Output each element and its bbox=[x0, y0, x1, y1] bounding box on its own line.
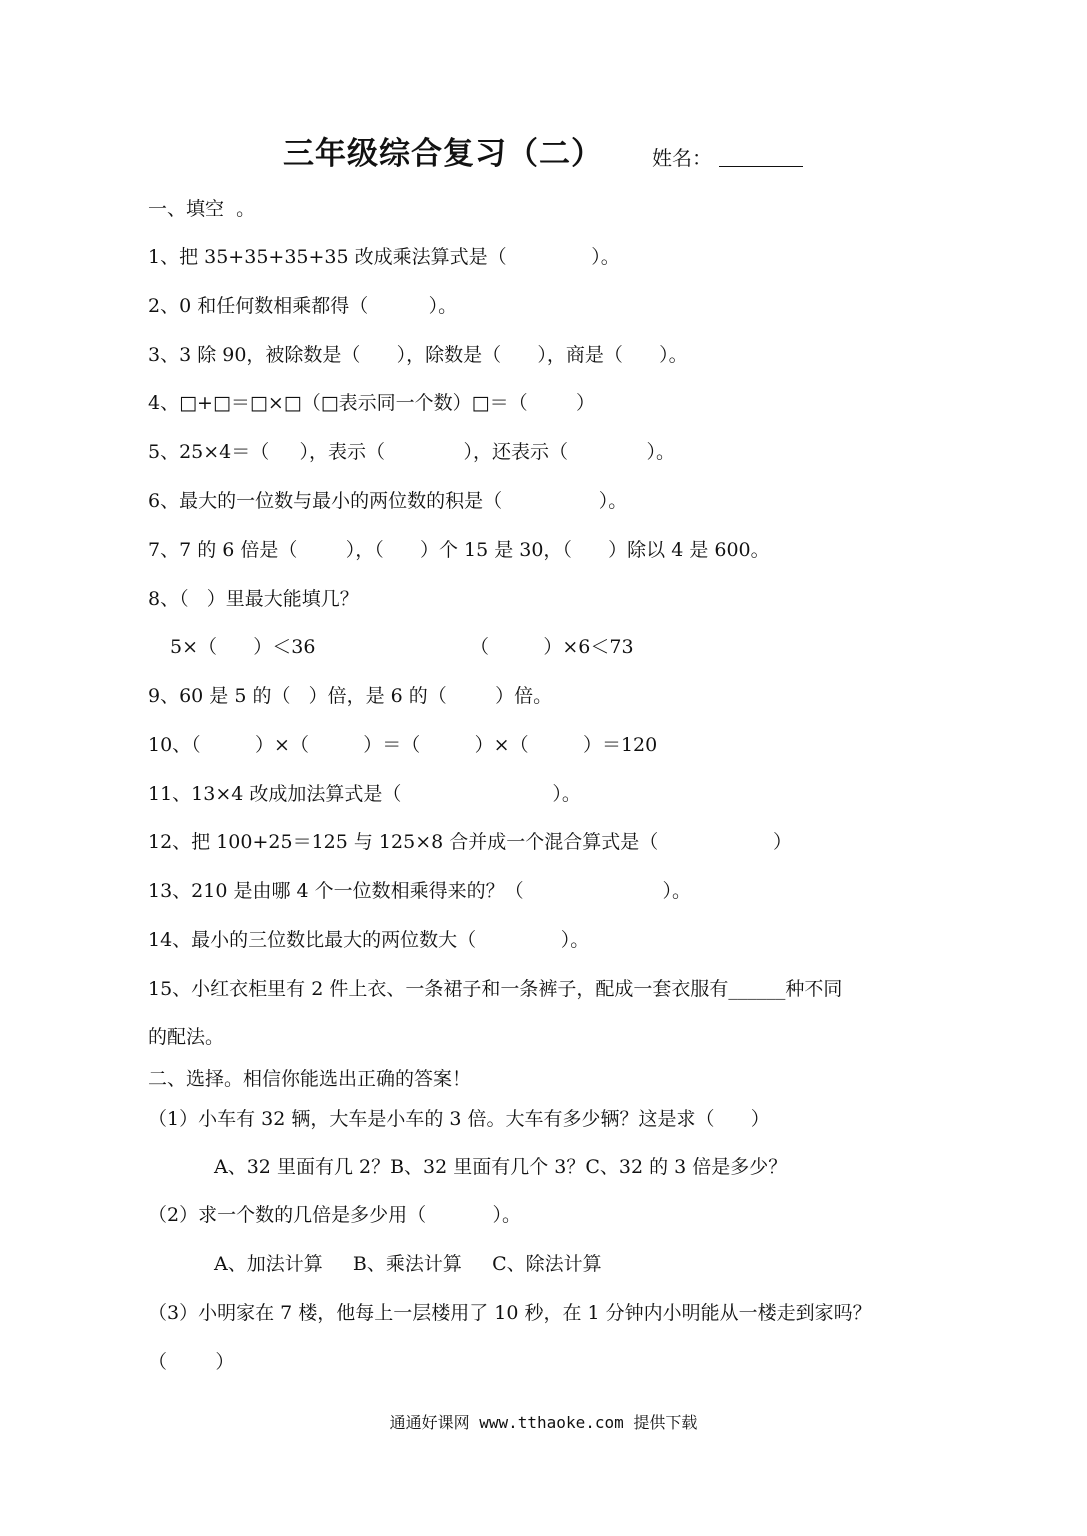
question-8: 8、（ ）里最大能填几？ bbox=[148, 588, 359, 610]
footer-source: 通通好课网 www.tthaoke.com 提供下载 bbox=[389, 1413, 698, 1432]
choice-2-options: A、加法计算 B、乘法计算 C、除法计算 bbox=[214, 1253, 602, 1275]
question-8a: 5×（ ）＜36 bbox=[170, 636, 316, 658]
question-15: 15、小红衣柜里有 2 件上衣、一条裙子和一条裤子，配成一套衣服有______种不同 bbox=[148, 978, 843, 1000]
question-7: 7、7 的 6 倍是（ ），（ ）个 15 是 30，（ ）除以 4 是 600。 bbox=[148, 539, 770, 561]
question-6: 6、最大的一位数与最小的两位数的积是（ ）。 bbox=[148, 490, 628, 512]
question-3: 3、3 除 90，被除数是（ ），除数是（ ），商是（ ）。 bbox=[148, 344, 688, 366]
question-4: 4、□+□＝□×□（□表示同一个数）□＝（ ） bbox=[148, 392, 595, 414]
choice-2: （2）求一个数的几倍是多少用（ ）。 bbox=[148, 1204, 522, 1226]
question-14: 14、最小的三位数比最大的两位数大（ ）。 bbox=[148, 929, 590, 951]
choice-1-options: A、32 里面有几 2？B、32 里面有几个 3？C、32 的 3 倍是多少？ bbox=[214, 1156, 788, 1178]
name-blank-line bbox=[719, 166, 803, 167]
question-9: 9、60 是 5 的（ ）倍，是 6 的（ ）倍。 bbox=[148, 685, 553, 707]
choice-3-answer: （ ） bbox=[148, 1351, 235, 1373]
question-11: 11、13×4 改成加法算式是（ ）。 bbox=[148, 783, 581, 805]
question-2: 2、0 和任何数相乘都得（ ）。 bbox=[148, 295, 458, 317]
name-label: 姓名： bbox=[652, 146, 712, 170]
question-13: 13、210 是由哪 4 个一位数相乘得来的？（ ）。 bbox=[148, 880, 692, 902]
choice-1: （1）小车有 32 辆，大车是小车的 3 倍。大车有多少辆？这是求（ ） bbox=[148, 1108, 770, 1130]
section-choice-heading: 二、选择。相信你能选出正确的答案！ bbox=[148, 1068, 472, 1090]
question-12: 12、把 100+25＝125 与 125×8 合并成一个混合算式是（ ） bbox=[148, 831, 792, 853]
question-1: 1、把 35+35+35+35 改成乘法算式是（ ）。 bbox=[148, 246, 620, 268]
page-title: 三年级综合复习（二） bbox=[283, 136, 603, 172]
question-8b: （ ）×6＜73 bbox=[470, 636, 634, 658]
question-5: 5、25×4＝（ ），表示（ ），还表示（ ）。 bbox=[148, 441, 676, 463]
section-fill-heading: 一、填空 。 bbox=[148, 198, 256, 220]
question-15-continued: 的配法。 bbox=[148, 1026, 225, 1048]
question-10: 10、（ ）×（ ）＝（ ）×（ ）＝120 bbox=[148, 734, 658, 756]
title-row bbox=[0, 128, 1087, 178]
choice-3: （3）小明家在 7 楼，他每上一层楼用了 10 秒，在 1 分钟内小明能从一楼走到家吗？ bbox=[148, 1302, 872, 1324]
